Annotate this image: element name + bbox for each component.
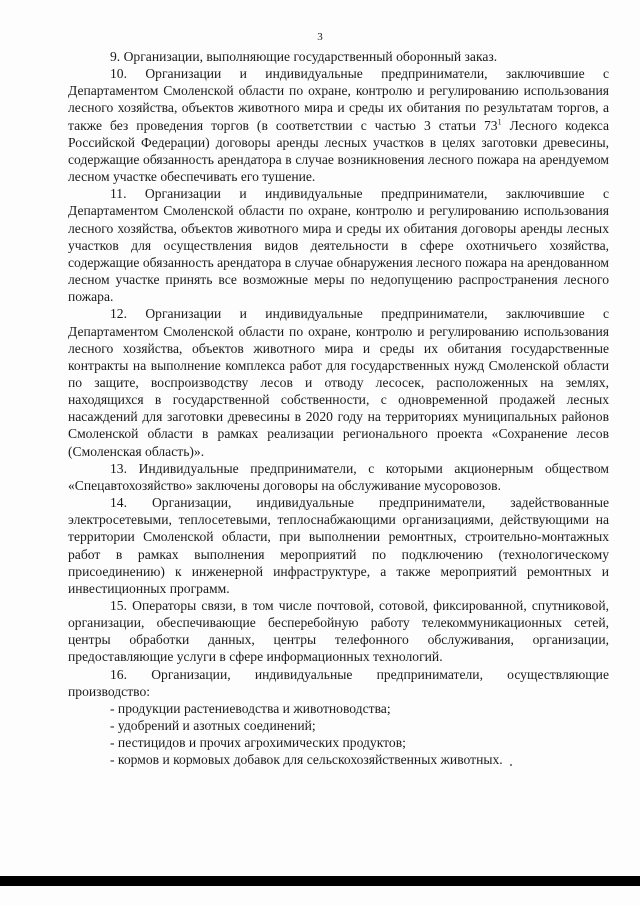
scan-edge-bar bbox=[0, 876, 640, 886]
document-body bbox=[68, 48, 609, 769]
paragraph-12: 12. Организации и индивидуальные предприниматели, заключившие с Департаментом Смоленской области по охране, контролю и регулированию использования лесного хозяйства, объектов животного мира и среды их обитания государственные контракты на выполнение комплекса работ для государственных нужд Смоленской области по защите, воспроизводству лесов и отводу лесосек, расположенных на землях, находящихся в государственной собственности, с одновременной продажей лесных насаждений для заготовки древесины в 2020 году на территориях муниципальных районов Смоленской области в рамках реализации регионального проекта «Сохранение лесов (Смоленская область)». bbox=[68, 306, 609, 459]
list-item: - пестицидов и прочих агрохимических продуктов; bbox=[110, 735, 406, 751]
paragraph-10-superscript: 1 bbox=[497, 117, 502, 127]
page-number: 3 bbox=[317, 31, 323, 43]
paragraph-13: 13. Индивидуальные предприниматели, с которыми акционерным обществом «Спецавтохозяйство» заключены договоры на обслуживание мусоровозов. bbox=[68, 460, 609, 493]
paragraph-9: 9. Организации, выполняющие государственный оборонный заказ. bbox=[110, 49, 498, 64]
list-item: - кормов и кормовых добавок для сельскохозяйственных животных. bbox=[110, 752, 503, 768]
list-item: - продукции растениеводства и животноводства; bbox=[110, 700, 391, 716]
production-list bbox=[68, 700, 609, 769]
paragraph-11: 11. Организации и индивидуальные предприниматели, заключившие с Департаментом Смоленской области по охране, контролю и регулированию использования лесного хозяйства, объектов животного мира и среды их обитания договоры аренды лесных участков для осуществления видов деятельности в сфере охотничьего хозяйства, содержащие обязанность арендатора в случае обнаружения лесного пожара на арендованном лесном участке принять все возможные меры по недопущению распространения лесного пожара. bbox=[68, 186, 609, 305]
paragraph-10-text-a: 10. Организации и индивидуальные предприниматели, заключившие с Департаментом Смоленской области по охране, контролю и регулированию использования лесного хозяйства, объектов животного мира и среды их обитания по результатам торгов, а также без проведения торгов (в соответствии с частью 3 статьи 73 bbox=[68, 66, 609, 133]
paragraph-10 bbox=[68, 65, 609, 185]
paragraph-10-text-b: Лесного кодекса Российской Федерации) договоры аренды лесных участков в целях заготовки древесины, содержащие обязанность арендатора в случае возникновения лесного пожара на арендуемом лесном участке обеспечивать его тушение. bbox=[68, 117, 609, 185]
paragraph-14: 14. Организации, индивидуальные предприниматели, задействованные электросетевыми, теплосетевыми, теплоснабжающими организациями, действующими на территории Смоленской области, при выполнении ремонтных, строительно-монтажных работ в рамках выполнения мероприятий по подключению (технологическому присоединению) к инженерной инфраструктуре, а также мероприятий ремонтных и инвестиционных программ. bbox=[68, 495, 609, 596]
paragraph-15: 15. Операторы связи, в том числе почтовой, сотовой, фиксированной, спутниковой, организации, обеспечивающие бесперебойную работу телекоммуникационных сетей, центры обработки данных, центры телефонного обслуживания, организации, предоставляющие услуги в сфере информационных технологий. bbox=[68, 598, 609, 665]
paragraph-16: 16. Организации, индивидуальные предприниматели, осуществляющие производство: bbox=[68, 666, 609, 699]
list-item: - удобрений и азотных соединений; bbox=[110, 718, 316, 734]
scan-speck bbox=[510, 764, 512, 766]
